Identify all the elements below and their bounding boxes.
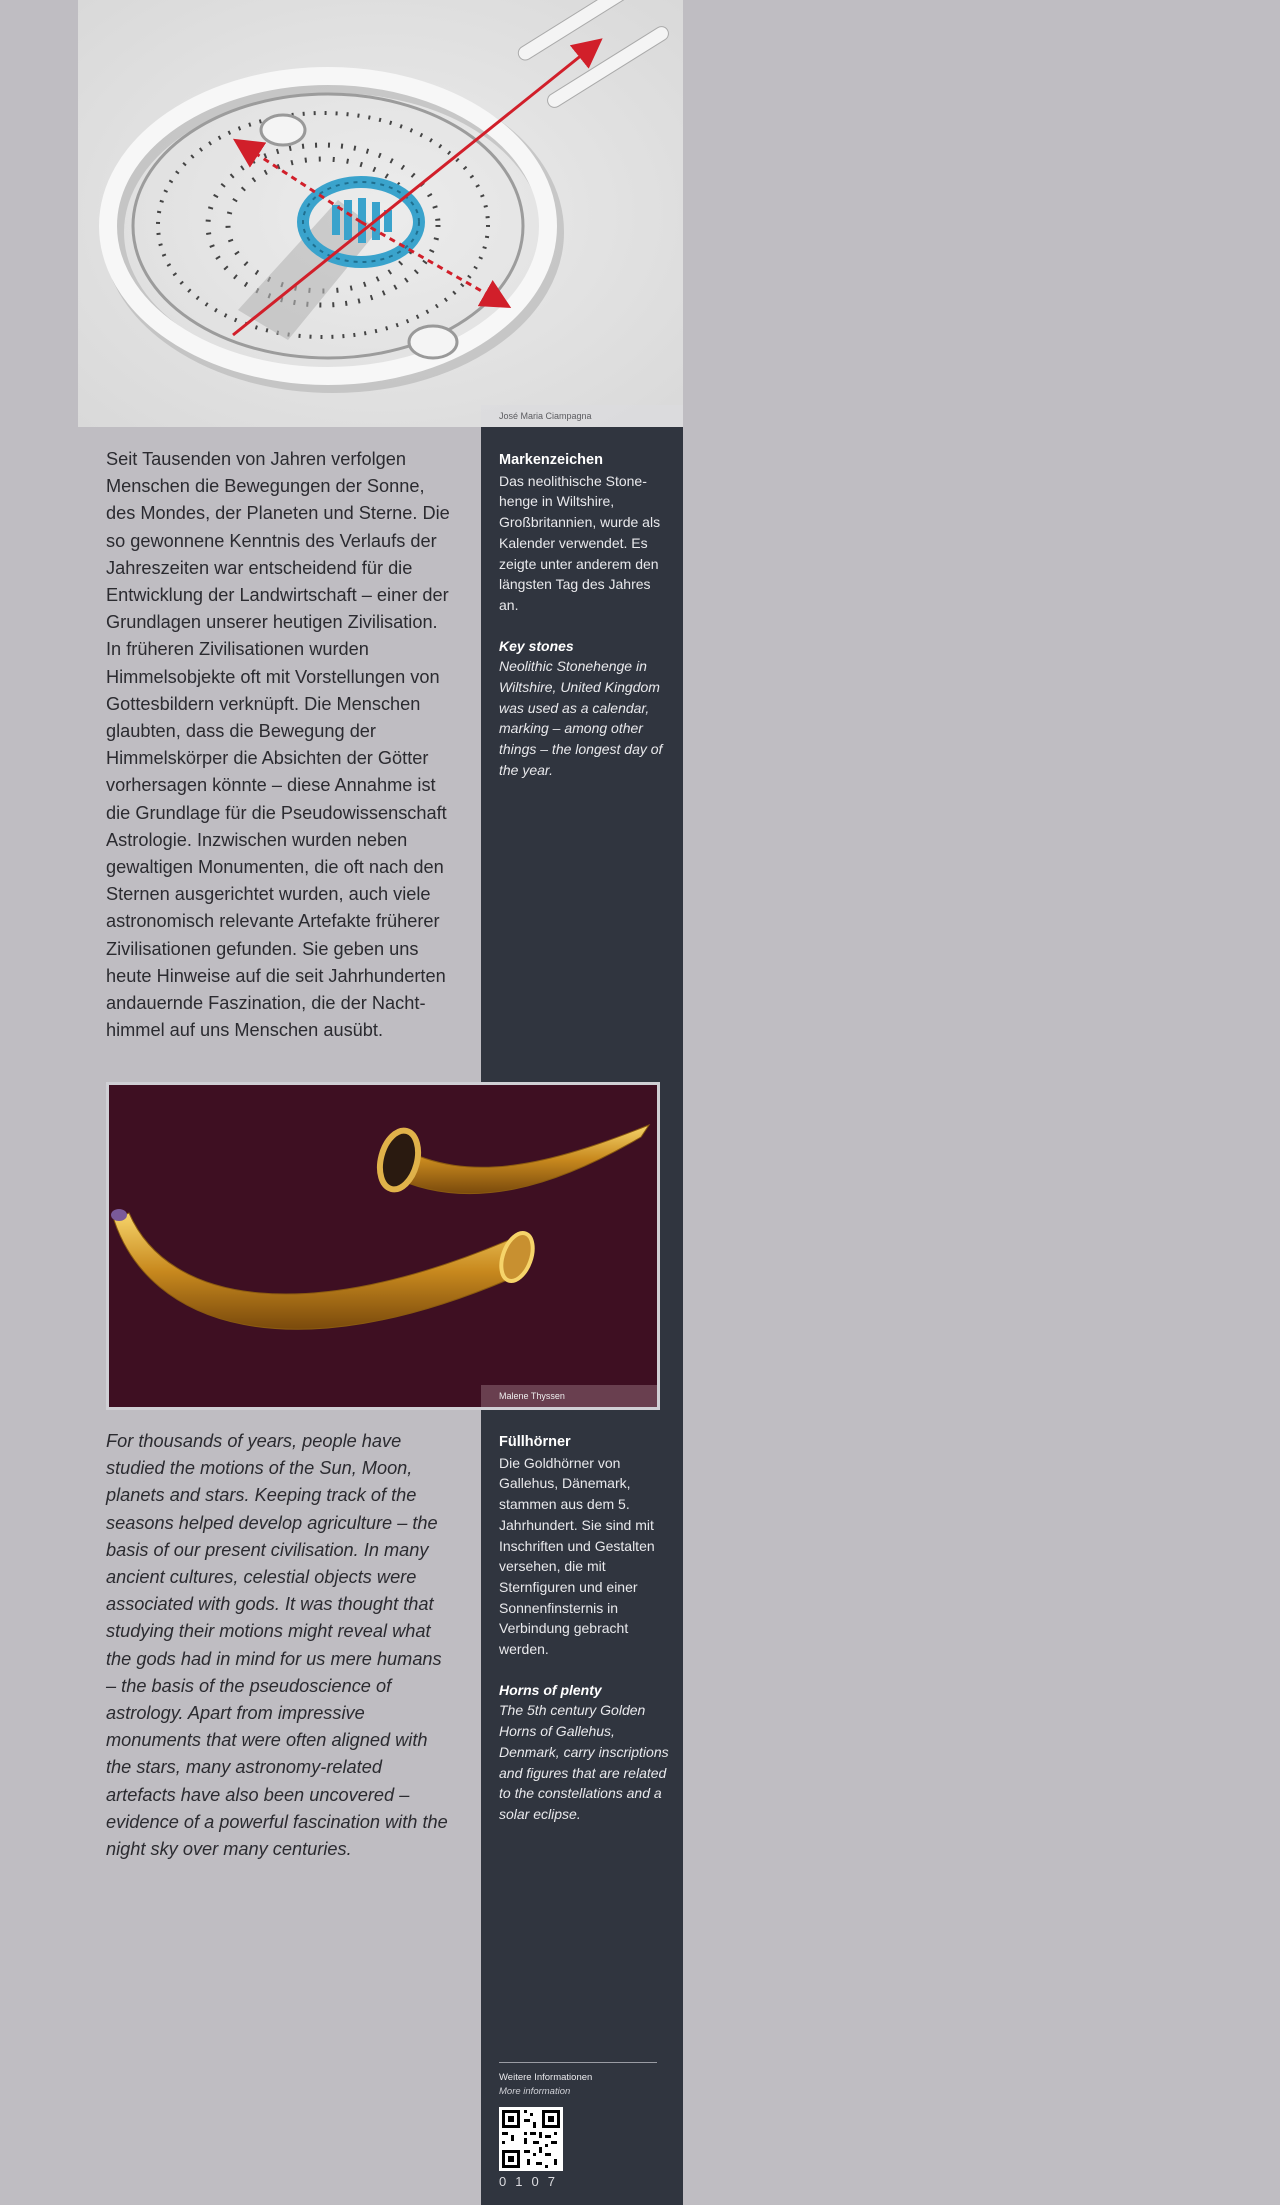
more-information [499,2062,657,2189]
caption-title-en: Key stones [499,637,574,654]
golden-horns-image [106,1082,660,1410]
object-code: 0107 [499,2174,564,2189]
main-text-english: For thousands of years, people have studied the motions of the Sun, Moon, planets and stars. Keeping track of the seasons helped develop agriculture – the basis of our present civilisation. In many ancient cultures, celestial objects were associated with gods. It was thought that studying their motions might reveal what the gods had in mind for us mere humans – the basis of the pseudoscience of astrology. Apart from impressive monuments that were often aligned with the stars, many astronomy-related artefacts have also been uncovered – evidence of a powerful fascination with the night sky over many centuries. [106,1431,448,1860]
image-credit: José Maria Ciampagna [481,405,683,427]
caption-text-de: Das neolithische Stonehenge in Wiltshire, Großbritannien, wurde als Kalender verwendet. Es zeigte unter anderem den längsten Tag des Jahres an. [499,472,661,613]
sidebar-caption-horns [499,1432,669,1825]
caption-text-en: The 5th century Golden Horns of Gallehus, Denmark, carry inscriptions and figures that are related to the constellations and a solar eclipse. [499,1702,669,1822]
stonehenge-illustration [78,0,683,427]
caption-title-de: Füllhörner [499,1434,571,1450]
caption-text-de: Die Goldhörner von Gallehus, Dänemark, stammen aus dem 5. Jahrhundert. Sie sind mit Inschriften und Gestalten versehen, die mit Sternfiguren und einer Sonnenfinsternis in Verbindung gebracht werden. [499,1454,655,1658]
main-text-german: Seit Tausenden von Jahren verfolgen Menschen die Bewegungen der Sonne, des Mondes, der Planeten und Sterne. Die so gewonnene Kenntnis des Verlaufs der Jahreszeiten war entscheidend für die Entwicklung der Landwirtschaft – einer der Grundlagen unserer heutigen Zivilisation. In früheren Zivilisationen wurden Himmelsobjekte oft mit Vorstellungen von Gottesbildern verknüpft. Die Menschen glaubten, dass die Bewegung der Himmelskörper die Absichten der Götter vorhersagen könnte – diese Annahme ist die Grundlage für die Pseudowissenschaft Astrologie. Inzwischen wurden neben gewaltigen Monumenten, die oft nach den Sternen ausgerichtet wurden, auch viele astronomisch relevante Artefakte früherer Zivilisationen gefunden. Sie geben uns heute Hinweise auf die seit Jahrhunderten andauernde Faszination, die der Nachthimmel auf uns Menschen ausübt. [106,449,450,1041]
more-info-label-en: More information [499,2086,571,2097]
stonehenge-image [78,0,683,427]
golden-horns-illustration [109,1085,657,1407]
qr-code-icon[interactable] [499,2107,563,2171]
caption-title-en: Horns of plenty [499,1681,602,1698]
image-credit: Malene Thyssen [481,1385,657,1407]
caption-text-en: Neolithic Stonehenge in Wiltshire, United Kingdom was used as a calendar, marking – among other things – the longest day of the year. [499,658,663,778]
more-info-label-de: Weitere Informationen [499,2072,593,2083]
sidebar-caption-stonehenge [499,450,669,781]
caption-title-de: Markenzeichen [499,452,603,468]
